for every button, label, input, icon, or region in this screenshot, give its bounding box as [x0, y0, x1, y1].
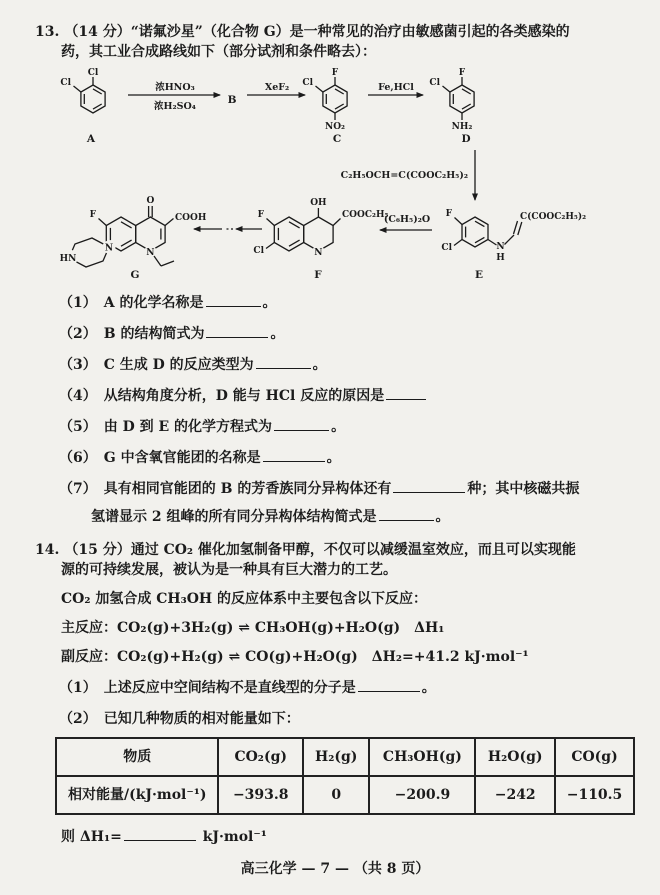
no2-label: NO₂	[324, 122, 346, 132]
col-header-h2: H₂(g)	[303, 738, 369, 776]
main-reaction-equation: 主反应：CO₂(g)+3H₂(g) ⇌ CH₃OH(g)+H₂O(g) ΔH₁	[61, 620, 445, 636]
energy-h2o: −242	[475, 776, 555, 814]
compound-c-structure	[302, 68, 347, 145]
q13-intro-text1: （14 分）“诺氟沙星”（化合物 G）是一种常见的治疗由敏感菌引起的各类感染的	[64, 24, 570, 40]
step3-arrow	[368, 82, 423, 95]
q13-sub4: （4） 从结构角度分析，D 能与 HCl 反应的原因是	[59, 386, 635, 406]
f-label: F	[458, 68, 466, 78]
n-label: N	[314, 248, 323, 258]
cl-label: Cl	[441, 243, 452, 253]
energy-table	[55, 737, 635, 815]
q14-sub1: （1） 上述反应中空间结构不是直线型的分子是 。	[59, 680, 436, 696]
answer-blank	[393, 479, 465, 493]
reagent-enol-ether: C₂H₅OCH=C(COOC₂H₅)₂	[340, 170, 468, 181]
q13-sub3: （3） C 生成 D 的反应类型为 。	[59, 357, 327, 373]
energy-table-value-row	[56, 776, 634, 814]
answer-blank	[263, 448, 325, 462]
q13-number: 13.	[35, 24, 60, 40]
q14-intro-line1	[35, 540, 635, 560]
energy-h2: 0	[303, 776, 369, 814]
answer-blank	[386, 386, 426, 400]
col-header-ch3oh: CH₃OH(g)	[369, 738, 475, 776]
enamine-ester-label: C(COOC₂H₅)₂	[520, 212, 587, 222]
answer-blank	[274, 417, 329, 431]
answer-blank	[124, 827, 196, 841]
col-header-substance: 物质	[56, 738, 218, 776]
compound-e-letter: E	[474, 269, 484, 281]
cl-label: Cl	[60, 78, 71, 88]
step4-arrow	[341, 150, 475, 200]
q13-sub2: （2） B 的结构简式为 。	[59, 326, 285, 342]
h-label: H	[496, 253, 505, 263]
answer-blank	[256, 355, 311, 369]
f-label: F	[89, 210, 96, 220]
reagent-xef2: XeF₂	[264, 82, 290, 93]
energy-co2: −393.8	[218, 776, 303, 814]
cl-label: Cl	[253, 246, 264, 256]
cl-label: Cl	[87, 68, 99, 78]
step2-arrow	[247, 82, 305, 95]
q14-intro-line3: CO₂ 加氢合成 CH₃OH 的反应体系中主要包含以下反应：	[61, 591, 428, 607]
reagent-h2so4: 浓H₂SO₄	[154, 101, 196, 112]
cl-label: Cl	[302, 78, 313, 88]
reaction-scheme	[35, 66, 635, 282]
compound-e-structure	[441, 209, 586, 281]
compound-f-structure	[253, 198, 388, 281]
col-header-co: CO(g)	[555, 738, 634, 776]
f-label: F	[445, 209, 452, 219]
q13-intro-line2: 药，其工业合成路线如下（部分试剂和条件略去）：	[61, 44, 376, 60]
compound-d-letter: D	[461, 133, 471, 145]
hn-label: HN	[59, 254, 77, 264]
step5-arrow	[380, 214, 432, 230]
answer-blank	[358, 678, 420, 692]
q14-number: 14.	[35, 542, 60, 558]
answer-blank	[379, 507, 434, 521]
row-label-relative-energy: 相对能量/(kJ·mol⁻¹)	[56, 776, 218, 814]
reagent-hno3: 浓HNO₃	[155, 82, 195, 93]
o-label: O	[146, 196, 155, 206]
compound-f-letter: F	[314, 269, 322, 281]
q13-sub5: （5） 由 D 到 E 的化学方程式为 。	[59, 419, 346, 435]
n-label: N	[146, 248, 155, 258]
compound-a-letter: A	[86, 133, 96, 145]
compound-g-letter: G	[130, 269, 140, 281]
q13-sub6: （6） G 中含氧官能团的名称是 。	[59, 450, 341, 466]
cooet-label: COOC₂H₅	[342, 210, 389, 220]
cl-label: Cl	[429, 78, 440, 88]
f-label: F	[257, 210, 264, 220]
answer-blank	[206, 293, 261, 307]
q14-sub2: （2） 已知几种物质的相对能量如下：	[59, 711, 300, 727]
oh-label: OH	[310, 198, 327, 208]
compound-c-letter: C	[332, 133, 342, 145]
q13-sub7-line2: 氢谱显示 2 组峰的所有同分异构体结构简式是 。	[91, 509, 450, 525]
f-label: F	[331, 68, 339, 78]
energy-ch3oh: −200.9	[369, 776, 475, 814]
energy-co: −110.5	[555, 776, 634, 814]
delta-h1-line: 则 ΔH₁= kJ·mol⁻¹	[61, 829, 267, 845]
page-footer: 高三化学 — 7 — （共 8 页）	[240, 861, 430, 877]
compound-d-structure	[429, 68, 474, 145]
compound-a-structure	[60, 68, 105, 145]
q13-sub7-line1: （7） 具有相同官能团的 B 的芳香族同分异构体还有 种；其中核磁共振	[59, 481, 580, 497]
col-header-co2: CO₂(g)	[218, 738, 303, 776]
col-header-h2o: H₂O(g)	[475, 738, 555, 776]
nh2-label: NH₂	[451, 122, 473, 132]
cooh-label: COOH	[175, 213, 207, 223]
q13-sub1: （1） A 的化学名称是 。	[59, 295, 277, 311]
reagent-diphenyl-ether: (C₆H₅)₂O	[383, 214, 431, 225]
answer-blank	[206, 324, 268, 338]
q14-intro-line2: 源的可持续发展，被认为是一种具有巨大潜力的工艺。	[61, 562, 397, 578]
energy-table-header-row	[56, 738, 634, 776]
n-label: N	[104, 243, 114, 254]
q13-intro-line1	[35, 22, 635, 42]
compound-b-letter: B	[227, 94, 237, 106]
n-label: N	[496, 242, 505, 252]
q14-intro-text1: （15 分）通过 CO₂ 催化加氢制备甲醇，不仅可以减缓温室效应，而且可以实现能	[64, 542, 576, 558]
side-reaction-equation: 副反应：CO₂(g)+H₂(g) ⇌ CO(g)+H₂O(g) ΔH₂=+41.2 kJ·mol⁻¹	[61, 649, 529, 665]
compound-g-structure	[60, 196, 207, 281]
step1-arrow	[128, 81, 220, 112]
reagent-fe-hcl: Fe,HCl	[378, 82, 414, 93]
